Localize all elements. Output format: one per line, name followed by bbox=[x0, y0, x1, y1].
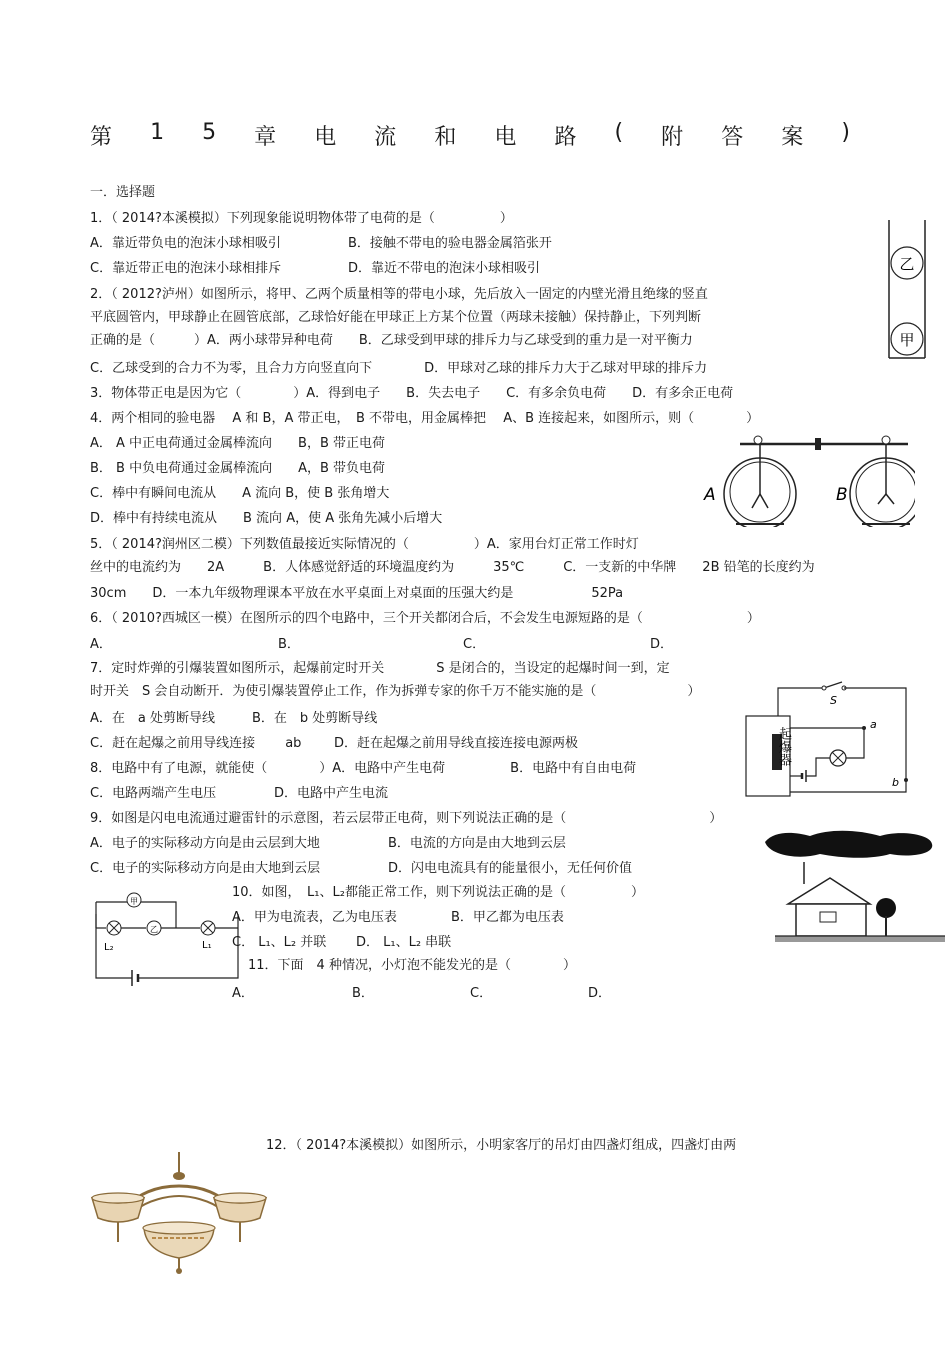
ball-jia-label: 甲 bbox=[899, 331, 915, 349]
q1-option-b: B．接触不带电的验电器金属箔张开 bbox=[348, 236, 552, 251]
q11-stem: 11．下面 4 种情况，小灯泡不能发光的是（ ） bbox=[248, 958, 576, 973]
q1-option-a: A．靠近带负电的泡沫小球相吸引 bbox=[90, 236, 281, 251]
q1-stem: 1．（ 2014?本溪模拟）下列现象能说明物体带了电荷的是（ ） bbox=[90, 211, 513, 226]
meter-yi-label: 乙 bbox=[150, 925, 158, 934]
q4-option-d: D．棒中有持续电流从 B 流向 A，使 A 张角先减小后增大 bbox=[90, 511, 443, 526]
q4-option-b: B． B 中负电荷通过金属棒流向 A，B 带负电荷 bbox=[90, 461, 386, 476]
q2-line3: 正确的是（ ）A．两小球带异种电荷 B．乙球受到甲球的排斥力与乙球受到的重力是一对平衡力 bbox=[90, 333, 693, 348]
title-char: ( bbox=[614, 120, 624, 145]
lamp-l2-label: L₂ bbox=[104, 942, 114, 953]
lamp-l1-label: L₁ bbox=[202, 940, 212, 951]
q10-option-b: B．甲乙都为电压表 bbox=[451, 910, 564, 925]
q2-line2: 平底圆管内，甲球静止在圆管底部，乙球恰好能在甲球正上方某个位置（两球未接触）保持静止，下列判断 bbox=[90, 310, 702, 325]
title-char: ) bbox=[841, 120, 850, 145]
q6-option-d: D． bbox=[650, 637, 674, 652]
q10-option-c: C． L₁、L₂ 并联 bbox=[232, 935, 327, 950]
detonator-circuit-figure bbox=[744, 680, 914, 800]
q7-option-d: D．赶在起爆之前用导线直接连接电源两极 bbox=[334, 736, 579, 751]
title-char: 1 bbox=[150, 120, 165, 145]
q6-option-a: A． bbox=[90, 637, 112, 652]
q8-option-d: D．电路中产生电流 bbox=[274, 786, 389, 801]
title-char: 和 bbox=[434, 125, 457, 150]
q11-option-d: D． bbox=[588, 986, 612, 1001]
q4-option-a: A． A 中正电荷通过金属棒流向 B，B 带正电荷 bbox=[90, 436, 386, 451]
electroscope-a-label: A bbox=[704, 485, 716, 505]
chandelier-figure bbox=[88, 1152, 270, 1274]
page-title bbox=[90, 120, 850, 151]
q11-option-b: B． bbox=[352, 986, 374, 1001]
q9-option-b: B．电流的方向是由大地到云层 bbox=[388, 836, 566, 851]
ball-yi-label: 乙 bbox=[899, 255, 915, 273]
title-char: 电 bbox=[314, 125, 337, 150]
q2-line1: 2．（ 2012?泸州）如图所示，将甲、乙两个质量相等的带电小球，先后放入一固定的内壁光滑且绝缘的竖直 bbox=[90, 287, 708, 302]
q9-option-a: A．电子的实际移动方向是由云层到大地 bbox=[90, 836, 320, 851]
q6-option-c: C． bbox=[463, 637, 486, 652]
q1-option-d: D．靠近不带电的泡沫小球相吸引 bbox=[348, 261, 541, 276]
q3-stem: 3．物体带正电是因为它（ ）A．得到电子 B．失去电子 C．有多余负电荷 D．有多余正电荷 bbox=[90, 386, 734, 401]
title-char: 路 bbox=[554, 125, 577, 150]
q5-line1: 5．（ 2014?润州区二模）下列数值最接近实际情况的（ ）A．家用台灯正常工作时灯 bbox=[90, 537, 639, 552]
q9-stem: 9．如图是闪电电流通过避雷针的示意图，若云层带正电荷，则下列说法正确的是（ ） bbox=[90, 811, 723, 826]
q7-option-c: C．赶在起爆之前用导线连接 ab bbox=[90, 736, 302, 751]
point-b-label: b bbox=[892, 776, 899, 789]
q7-option-b: B．在 b 处剪断导线 bbox=[252, 711, 378, 726]
q10-option-a: A．甲为电流表，乙为电压表 bbox=[232, 910, 397, 925]
title-char: 第 bbox=[90, 125, 113, 150]
q9-option-d: D．闪电电流具有的能量很小，无任何价值 bbox=[388, 861, 633, 876]
q12-stem: 12．（ 2014?本溪模拟）如图所示，小明家客厅的吊灯由四盏灯组成，四盏灯由两 bbox=[266, 1138, 737, 1153]
electroscope-figure bbox=[700, 432, 915, 527]
title-char: 5 bbox=[202, 120, 217, 145]
q6-option-b: B． bbox=[278, 637, 300, 652]
q7-line1: 7．定时炸弹的引爆装置如图所示，起爆前定时开关 S 是闭合的，当设定的起爆时间一到，定 bbox=[90, 661, 670, 676]
title-char: 流 bbox=[374, 125, 397, 150]
q4-option-c: C．棒中有瞬间电流从 A 流向 B，使 B 张角增大 bbox=[90, 486, 390, 501]
q1-option-c: C．靠近带正电的泡沫小球相排斥 bbox=[90, 261, 282, 276]
q5-line3: 30cm D．一本九年级物理课本平放在水平桌面上对桌面的压强大约是 52Pa bbox=[90, 586, 624, 601]
q6-stem: 6．（ 2010?西城区一模）在图所示的四个电路中，三个开关都闭合后，不会发生电源短路的是（ ） bbox=[90, 611, 760, 626]
title-char: 电 bbox=[494, 125, 517, 150]
q7-line2: 时开关 S 会自动断开．为使引爆装置停止工作，作为拆弹专家的你千万不能实施的是（ ） bbox=[90, 684, 701, 699]
title-char: 附 bbox=[661, 125, 684, 150]
title-char: 答 bbox=[721, 125, 744, 150]
section-heading: 一．选择题 bbox=[90, 185, 156, 200]
electroscope-b-label: B bbox=[836, 485, 848, 505]
q7-option-a: A．在 a 处剪断导线 bbox=[90, 711, 215, 726]
q9-option-c: C．电子的实际移动方向是由大地到云层 bbox=[90, 861, 321, 876]
title-char: 案 bbox=[781, 125, 804, 150]
q11-option-c: C． bbox=[470, 986, 493, 1001]
q2-line4: C．乙球受到的合力不为零，且合力方向竖直向下 D．甲球对乙球的排斥力大于乙球对甲球的排斥力 bbox=[90, 361, 708, 376]
q8-line1: 8．电路中有了电源，就能使（ ）A．电路中产生电荷 B．电路中有自由电荷 bbox=[90, 761, 637, 776]
detonator-text: 起爆器 bbox=[752, 727, 791, 742]
switch-s-label: S bbox=[830, 694, 837, 707]
title-char: 章 bbox=[254, 125, 277, 150]
meter-circuit-figure bbox=[92, 888, 242, 986]
q10-stem: 10．如图， L₁、L₂都能正常工作，则下列说法正确的是（ ） bbox=[232, 885, 644, 900]
tube-figure bbox=[885, 218, 930, 363]
meter-jia-label: 甲 bbox=[130, 897, 138, 906]
q10-option-d: D． L₁、L₂ 串联 bbox=[356, 935, 452, 950]
q8-option-c: C．电路两端产生电压 bbox=[90, 786, 217, 801]
q5-line2: 丝中的电流约为 2A B．人体感觉舒适的环境温度约为 35℃ C．一支新的中华牌 2B 铅笔的长度约为 bbox=[90, 560, 815, 575]
q11-option-a: A． bbox=[232, 986, 254, 1001]
lightning-rod-figure bbox=[760, 828, 945, 943]
point-a-label: a bbox=[870, 718, 877, 731]
q4-stem: 4．两个相同的验电器 A 和 B，A 带正电， B 不带电，用金属棒把 A、B 连接起来，如图所示，则（ ） bbox=[90, 411, 760, 426]
